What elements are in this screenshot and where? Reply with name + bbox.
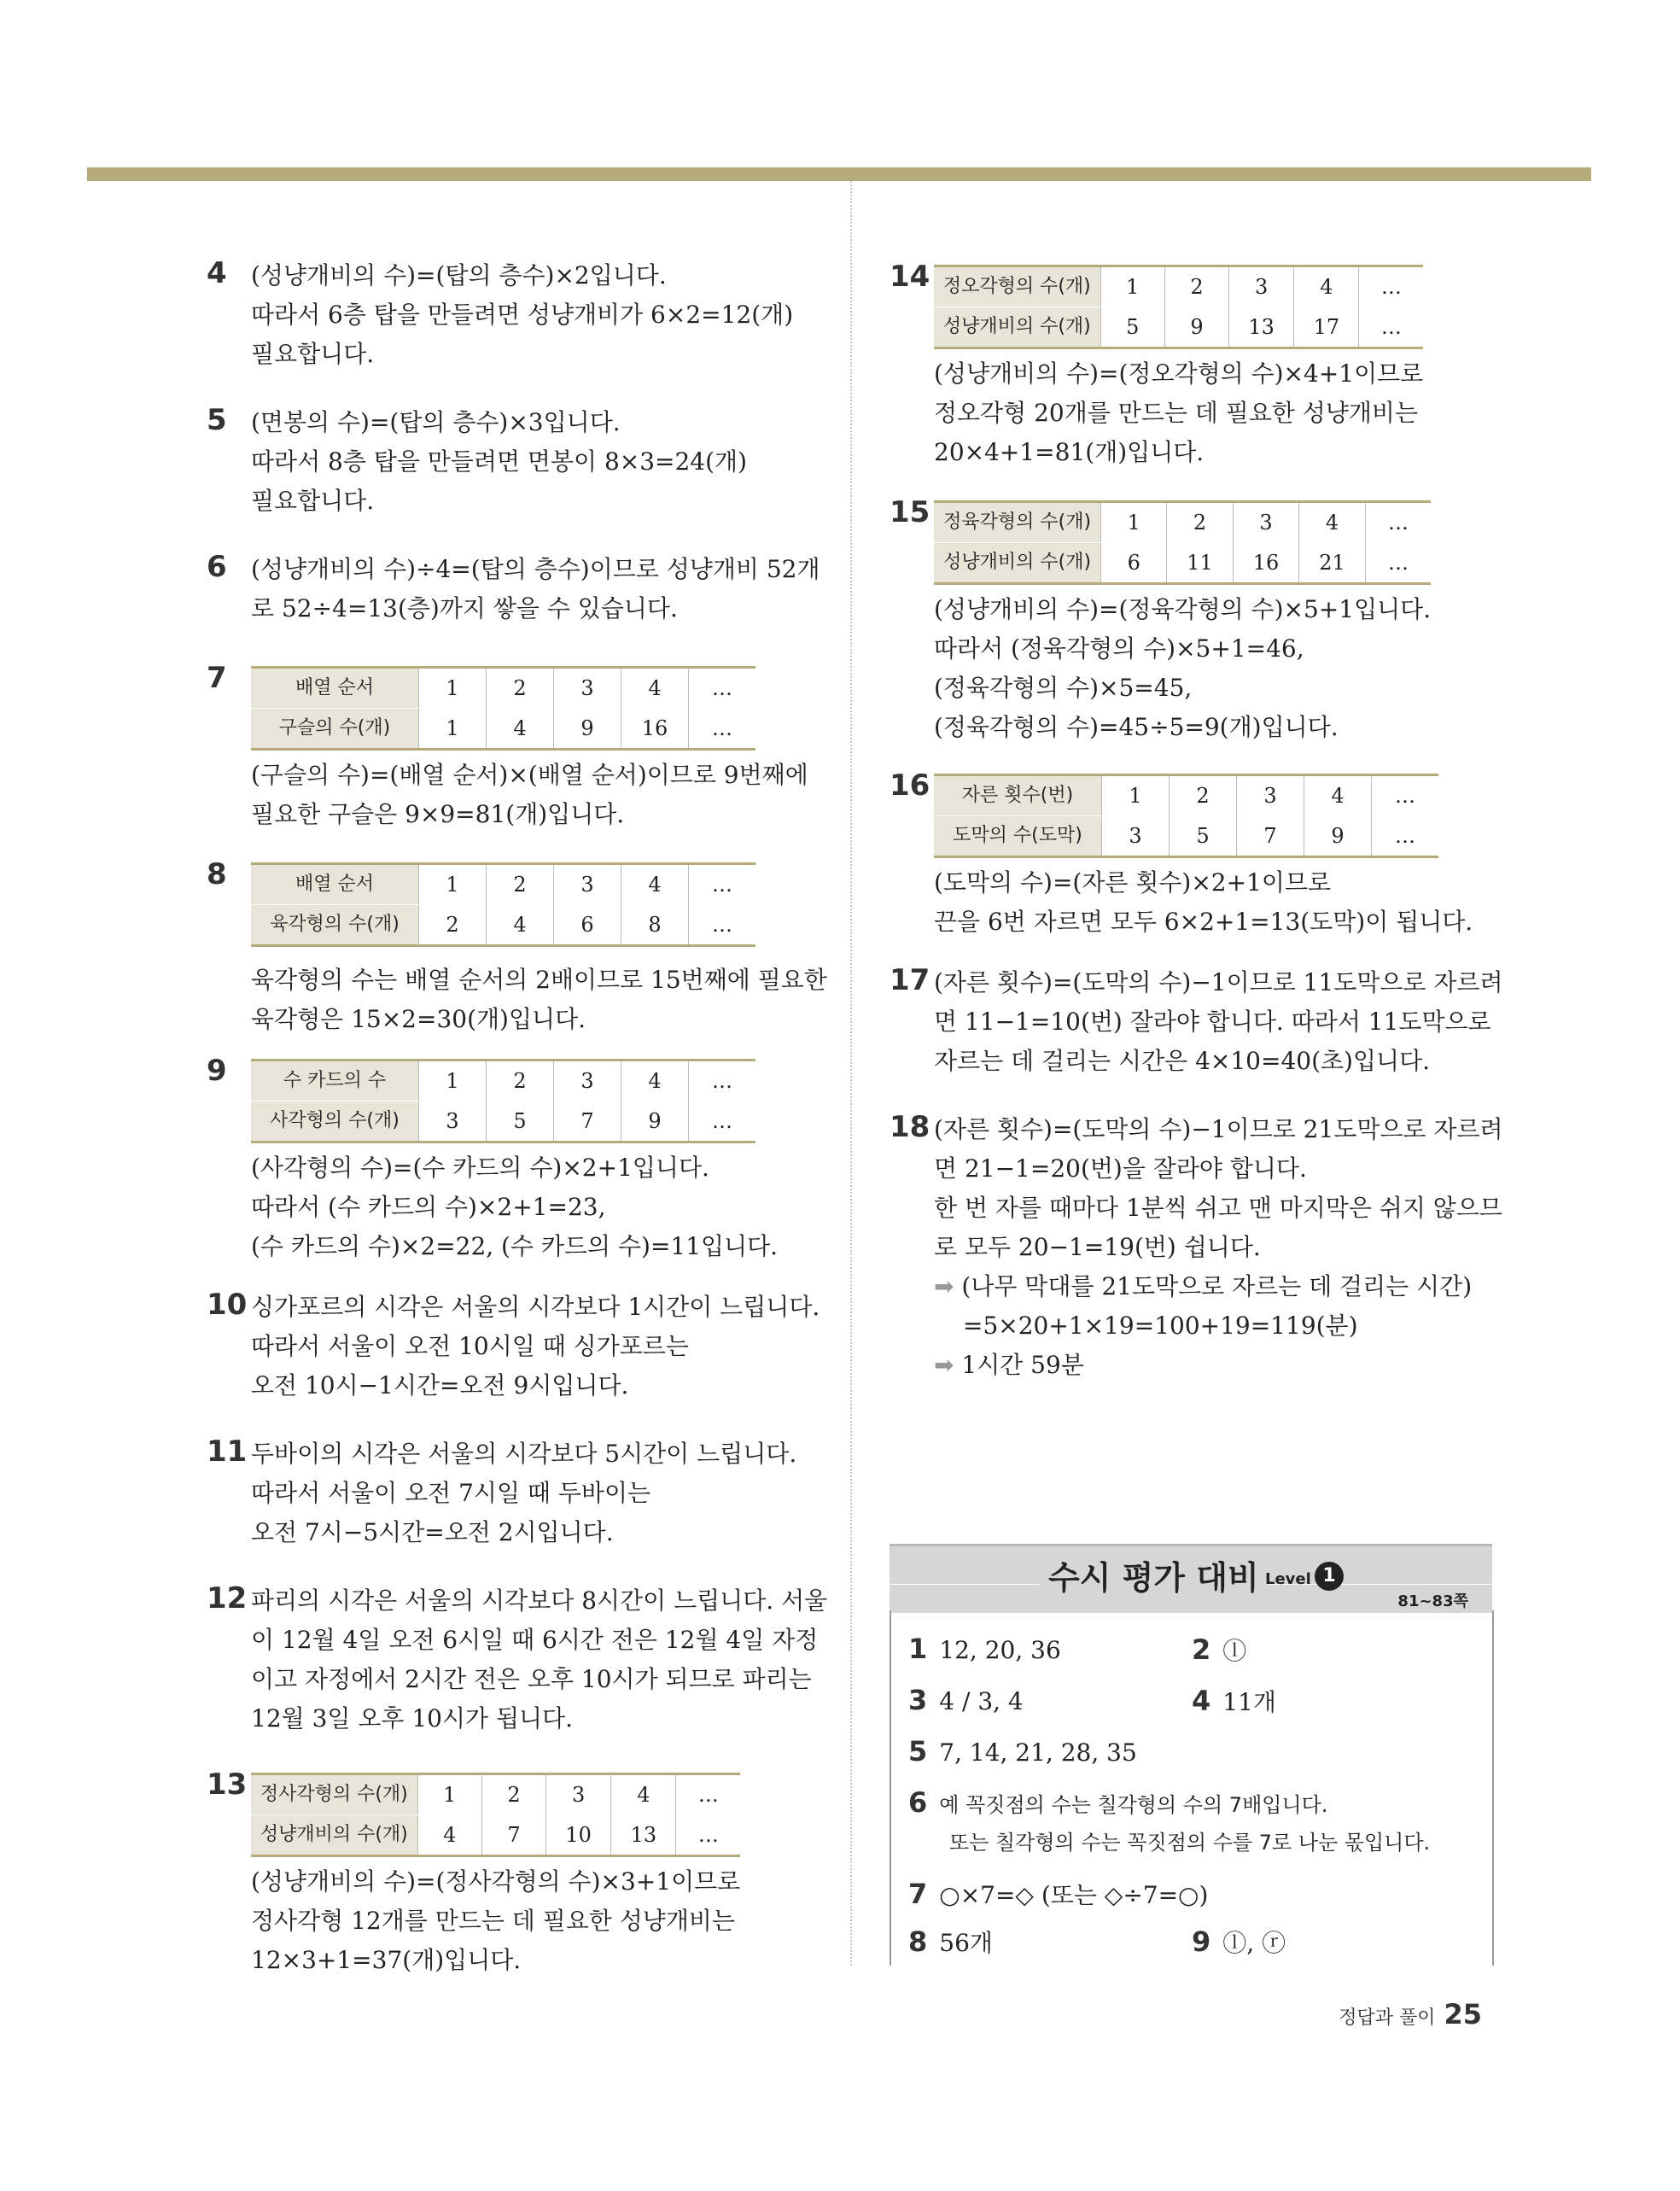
table-cell: 7 — [1237, 816, 1304, 857]
table-cell: 2 — [481, 1774, 545, 1815]
footer-label: 정답과 풀이 — [1339, 2007, 1436, 2029]
table-cell: 2 — [487, 1060, 554, 1101]
problem-number: 18 — [890, 1110, 930, 1144]
review-box — [890, 1544, 1492, 1967]
table-cell: 3 — [554, 864, 621, 905]
text-line: 이고 자정에서 2시간 전은 오후 10시가 되므로 파리는 — [251, 1665, 812, 1693]
answer-number: 8 — [908, 1925, 928, 1958]
table-header-cell: 배열 순서 — [251, 668, 419, 709]
data-table — [251, 862, 755, 947]
table-header-cell: 배열 순서 — [251, 864, 419, 905]
page-footer — [1339, 1998, 1482, 2030]
answer-number: 5 — [908, 1735, 928, 1767]
text-line: 이 12월 4일 오전 6시일 때 6시간 전은 12월 4일 자정 — [251, 1626, 819, 1654]
text-line: 따라서 (정육각형의 수)×5+1=46, — [934, 634, 1304, 663]
data-table — [251, 666, 755, 751]
text-line: 오전 10시−1시간=오전 9시입니다. — [251, 1371, 629, 1399]
table-cell: 8 — [621, 905, 689, 946]
answer-number: 9 — [1192, 1925, 1211, 1958]
answer-text: 12, 20, 36 — [939, 1636, 1061, 1664]
text-line: (성냥개비의 수)=(정오각형의 수)×4+1이므로 — [934, 359, 1424, 388]
table-cell: 4 — [621, 668, 689, 709]
table-cell: … — [689, 864, 756, 905]
text-line: 파리의 시각은 서울의 시각보다 8시간이 느립니다. 서울 — [251, 1586, 828, 1615]
answer-text: ⓛ, ⓡ — [1222, 1929, 1286, 1957]
text-line: 따라서 6층 탑을 만들려면 성냥개비가 6×2=12(개) — [251, 301, 794, 329]
text-line: 필요한 구슬은 9×9=81(개)입니다. — [251, 800, 625, 828]
table-cell: 1 — [417, 1774, 481, 1815]
problem-text — [251, 550, 820, 628]
problem-number: 14 — [890, 260, 930, 294]
data-table — [251, 1773, 740, 1857]
text-line: 로 모두 20−1=19(번) 쉽니다. — [934, 1233, 1261, 1261]
arrow-right-icon: ➡ — [934, 1272, 954, 1300]
table-cell: 2 — [487, 668, 554, 709]
table-header-cell: 구슬의 수(개) — [251, 709, 419, 750]
table-cell: 1 — [1100, 266, 1164, 307]
text-line: (정육각형의 수)×5=45, — [934, 674, 1193, 702]
table-header-cell: 정사각형의 수(개) — [251, 1774, 417, 1815]
table-cell: 1 — [1102, 775, 1170, 816]
answer-text: 11개 — [1222, 1688, 1276, 1716]
table-cell: 4 — [621, 864, 689, 905]
problem-body — [934, 774, 1473, 942]
table-cell: 9 — [554, 709, 621, 750]
table-header-cell: 수 카드의 수 — [251, 1060, 419, 1101]
table-cell: … — [1359, 307, 1423, 348]
level-number-icon: 1 — [1315, 1562, 1344, 1591]
answer-number: 1 — [908, 1633, 928, 1665]
answer-text: 4 / 3, 4 — [939, 1687, 1024, 1715]
problem-number: 12 — [207, 1581, 248, 1615]
level-label: Level — [1265, 1570, 1311, 1588]
problem-text — [934, 1110, 1503, 1385]
table-cell: … — [689, 1101, 756, 1142]
table-cell: 9 — [621, 1101, 689, 1142]
table-cell: 1 — [419, 668, 487, 709]
table-cell: 3 — [554, 1060, 621, 1101]
review-title: 수시 평가 대비 — [1040, 1551, 1268, 1598]
column-divider — [850, 181, 852, 1966]
table-header-cell: 자른 횟수(번) — [934, 775, 1102, 816]
table-cell: 6 — [1101, 543, 1167, 584]
problem-text — [251, 256, 793, 374]
answer-item — [908, 1925, 993, 1959]
answer-number: 3 — [908, 1684, 928, 1716]
problem-body — [251, 1059, 778, 1266]
problem-text — [251, 1288, 820, 1405]
answer-text: ○×7=◇ (또는 ◇÷7=○) — [939, 1881, 1209, 1909]
answer-item — [908, 1786, 1327, 1819]
table-cell: 4 — [621, 1060, 689, 1101]
text-line: 필요합니다. — [251, 487, 375, 515]
problem-number: 8 — [207, 857, 227, 891]
answer-item — [908, 1633, 1061, 1665]
table-cell: … — [689, 905, 756, 946]
table-cell: 3 — [546, 1774, 611, 1815]
table-cell: 2 — [1167, 502, 1234, 543]
text-line: (자른 횟수)=(도막의 수)−1이므로 21도막으로 자르려 — [934, 1115, 1503, 1143]
problem-number: 17 — [890, 963, 930, 997]
answer-text-continued: 또는 칠각형의 수는 꼭짓점의 수를 7로 나눈 몫입니다. — [949, 1831, 1431, 1855]
text-line: (나무 막대를 21도막으로 자르는 데 걸리는 시간) — [961, 1272, 1473, 1300]
text-line: 로 52÷4=13(층)까지 쌓을 수 있습니다. — [251, 594, 678, 622]
problem-body — [934, 500, 1431, 747]
page-range: 81~83쪽 — [1397, 1592, 1468, 1610]
table-cell: 6 — [554, 905, 621, 946]
table-header-cell: 정오각형의 수(개) — [934, 266, 1100, 307]
header-bar — [87, 167, 1591, 181]
text-line: (정육각형의 수)=45÷5=9(개)입니다. — [934, 713, 1339, 741]
text-line: =5×20+1×19=100+19=119(분) — [963, 1312, 1358, 1340]
text-line: 필요합니다. — [251, 340, 375, 368]
text-line: 자르는 데 걸리는 시간은 4×10=40(초)입니다. — [934, 1047, 1431, 1075]
table-cell: 3 — [419, 1101, 487, 1142]
table-header-cell: 성냥개비의 수(개) — [934, 543, 1101, 584]
answer-text: ⓛ — [1222, 1637, 1247, 1665]
problem-text — [251, 1581, 827, 1738]
answer-text: 예 꼭짓점의 수는 칠각형의 수의 7배입니다. — [939, 1793, 1328, 1817]
table-cell: 3 — [1237, 775, 1304, 816]
table-cell: … — [689, 709, 756, 750]
final-answer: 1시간 59분 — [961, 1351, 1084, 1379]
text-line: 끈을 6번 자르면 모두 6×2+1=13(도막)이 됩니다. — [934, 908, 1473, 936]
table-cell: 4 — [1304, 775, 1372, 816]
table-header-cell: 사각형의 수(개) — [251, 1101, 419, 1142]
problem-number: 6 — [207, 550, 227, 584]
table-cell: … — [689, 1060, 756, 1101]
data-table — [934, 265, 1423, 349]
data-table — [934, 500, 1431, 585]
problem-body — [251, 1773, 740, 1980]
table-cell: 7 — [481, 1815, 545, 1856]
table-cell: … — [1372, 775, 1439, 816]
text-line: 따라서 서울이 오전 7시일 때 두바이는 — [251, 1479, 651, 1507]
table-cell: 2 — [487, 864, 554, 905]
problem-text — [251, 403, 747, 521]
table-cell: 1 — [1101, 502, 1167, 543]
text-line: (사각형의 수)=(수 카드의 수)×2+1입니다. — [251, 1154, 709, 1182]
table-header-cell: 성냥개비의 수(개) — [934, 307, 1100, 348]
answer-number: 6 — [908, 1786, 928, 1819]
text-line: 정오각형 20개를 만드는 데 필요한 성냥개비는 — [934, 399, 1418, 427]
table-cell: … — [689, 668, 756, 709]
table-cell: 4 — [1299, 502, 1366, 543]
text-line: (자른 횟수)=(도막의 수)−1이므로 11도막으로 자르려 — [934, 968, 1503, 996]
table-cell: 1 — [419, 1060, 487, 1101]
table-cell: 5 — [1170, 816, 1237, 857]
table-cell: … — [1359, 266, 1423, 307]
text-line: (성냥개비의 수)=(탑의 층수)×2입니다. — [251, 261, 667, 289]
table-cell: 11 — [1167, 543, 1234, 584]
text-line: 면 21−1=20(번)을 잘라야 합니다. — [934, 1154, 1307, 1183]
text-line: 한 번 자를 때마다 1분씩 쉬고 맨 마지막은 쉬지 않으므 — [934, 1194, 1502, 1222]
answer-text: 56개 — [939, 1929, 993, 1957]
text-line: 따라서 서울이 오전 10시일 때 싱가포르는 — [251, 1332, 689, 1360]
table-cell: 5 — [487, 1101, 554, 1142]
text-line: (성냥개비의 수)÷4=(탑의 층수)이므로 성냥개비 52개 — [251, 555, 820, 583]
text-line: 12월 3일 오후 10시가 됩니다. — [251, 1704, 574, 1732]
table-cell: 2 — [1164, 266, 1228, 307]
text-line: 싱가포르의 시각은 서울의 시각보다 1시간이 느립니다. — [251, 1293, 820, 1321]
text-line: (성냥개비의 수)=(정육각형의 수)×5+1입니다. — [934, 595, 1432, 623]
table-cell: 3 — [554, 668, 621, 709]
answer-item — [908, 1735, 1137, 1767]
text-line: (면봉의 수)=(탑의 층수)×3입니다. — [251, 408, 621, 436]
table-cell: 16 — [1233, 543, 1299, 584]
answer-number: 2 — [1192, 1633, 1211, 1666]
text-line: 따라서 8층 탑을 만들려면 면봉이 8×3=24(개) — [251, 447, 748, 476]
table-cell: 21 — [1299, 543, 1366, 584]
table-cell: 3 — [1229, 266, 1294, 307]
problem-number: 7 — [207, 661, 227, 695]
answer-number: 7 — [908, 1878, 928, 1910]
table-cell: 16 — [621, 709, 689, 750]
problem-text — [934, 963, 1503, 1081]
table-cell: 2 — [419, 905, 487, 946]
text-line: 육각형의 수는 배열 순서의 2배이므로 15번째에 필요한 — [251, 966, 827, 994]
data-table — [251, 1059, 755, 1143]
answer-item — [1192, 1684, 1276, 1718]
table-cell: 9 — [1164, 307, 1228, 348]
problem-number: 15 — [890, 495, 930, 529]
table-cell: 1 — [419, 864, 487, 905]
arrow-right-icon: ➡ — [934, 1351, 954, 1379]
table-cell: … — [676, 1815, 740, 1856]
text-line: 두바이의 시각은 서울의 시각보다 5시간이 느립니다. — [251, 1440, 797, 1468]
answer-item — [908, 1877, 1208, 1911]
text-line: 20×4+1=81(개)입니다. — [934, 438, 1205, 466]
table-cell: … — [1372, 816, 1439, 857]
table-cell: 4 — [487, 905, 554, 946]
table-cell: 4 — [1294, 266, 1359, 307]
table-cell: 4 — [487, 709, 554, 750]
table-cell: 7 — [554, 1101, 621, 1142]
answer-item — [1192, 1633, 1246, 1667]
text-line: (구슬의 수)=(배열 순서)×(배열 순서)이므로 9번째에 — [251, 761, 808, 789]
text-line: 면 11−1=10(번) 잘라야 합니다. 따라서 11도막으로 — [934, 1008, 1491, 1036]
table-cell: 5 — [1100, 307, 1164, 348]
table-header-cell: 성냥개비의 수(개) — [251, 1815, 417, 1856]
answer-text: 7, 14, 21, 28, 35 — [939, 1738, 1137, 1767]
table-cell: … — [676, 1774, 740, 1815]
text-line: 정사각형 12개를 만드는 데 필요한 성냥개비는 — [251, 1907, 735, 1935]
text-line: (도막의 수)=(자른 횟수)×2+1이므로 — [934, 868, 1332, 897]
table-header-cell: 정육각형의 수(개) — [934, 502, 1101, 543]
table-cell: 3 — [1102, 816, 1170, 857]
answer-item — [1192, 1925, 1286, 1959]
text-line: 12×3+1=37(개)입니다. — [251, 1946, 522, 1974]
table-header-cell: 도막의 수(도막) — [934, 816, 1102, 857]
review-header — [890, 1544, 1492, 1613]
problem-number: 4 — [207, 256, 227, 290]
data-table — [934, 774, 1438, 858]
table-cell: 3 — [1233, 502, 1299, 543]
table-cell: 13 — [1229, 307, 1294, 348]
table-cell: 2 — [1170, 775, 1237, 816]
text-line: (수 카드의 수)×2=22, (수 카드의 수)=11입니다. — [251, 1232, 779, 1260]
text-line: 오전 7시−5시간=오전 2시입니다. — [251, 1518, 614, 1546]
table-cell: … — [1365, 502, 1431, 543]
table-cell: 9 — [1304, 816, 1372, 857]
table-header-cell: 육각형의 수(개) — [251, 905, 419, 946]
table-cell: 4 — [417, 1815, 481, 1856]
text-line: (성냥개비의 수)=(정사각형의 수)×3+1이므로 — [251, 1867, 741, 1896]
text-line: 육각형은 15×2=30(개)입니다. — [251, 1005, 586, 1033]
table-cell: 13 — [611, 1815, 676, 1856]
text-line: 따라서 (수 카드의 수)×2+1=23, — [251, 1193, 606, 1221]
problem-body — [251, 666, 808, 834]
table-cell: … — [1365, 543, 1431, 584]
table-cell: 1 — [419, 709, 487, 750]
problem-number: 11 — [207, 1434, 248, 1469]
problem-number: 9 — [207, 1054, 227, 1088]
table-cell: 10 — [546, 1815, 611, 1856]
problem-number: 16 — [890, 768, 930, 803]
problem-number: 10 — [207, 1288, 248, 1322]
problem-body — [251, 862, 827, 1039]
table-cell: 17 — [1294, 307, 1359, 348]
problem-text — [251, 1434, 796, 1552]
problem-number: 5 — [207, 403, 227, 437]
problem-number: 13 — [207, 1767, 248, 1802]
page-number: 25 — [1444, 1998, 1482, 2030]
problem-body — [934, 265, 1423, 472]
table-cell: 4 — [611, 1774, 676, 1815]
answer-item — [908, 1684, 1024, 1716]
answer-number: 4 — [1192, 1685, 1211, 1717]
